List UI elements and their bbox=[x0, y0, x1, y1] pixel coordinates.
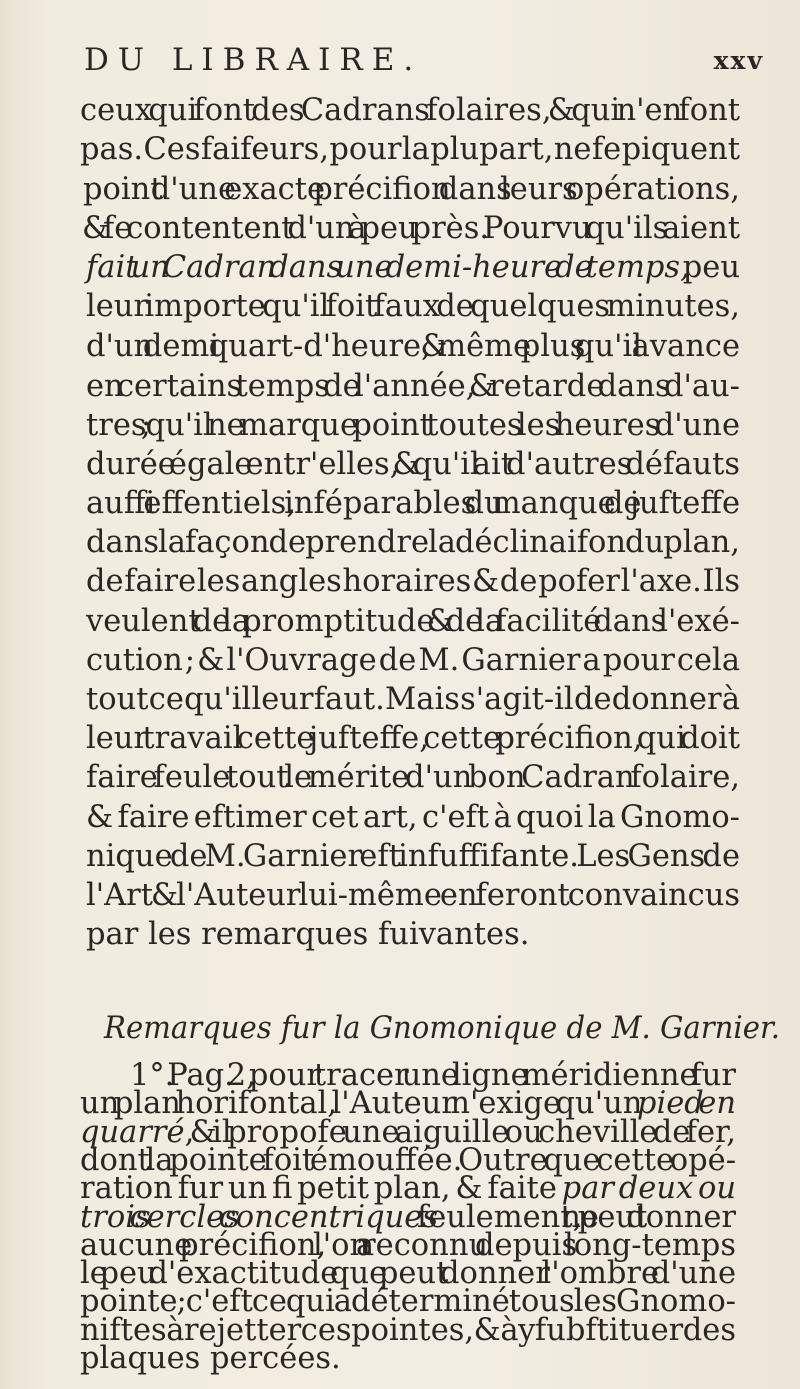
text-line: pointe ; c'eft ce qui a déterminé tous les Gnomo- bbox=[80, 1284, 736, 1320]
text-line: en certains temps de l'année, & retarde dans d'au- bbox=[86, 369, 740, 404]
text-line: tout ce qu'il leur faut. Mais s'agit-il de donner à bbox=[86, 682, 740, 717]
text-line: le peu d'exactitude que peut donner l'ombre d'une bbox=[80, 1256, 736, 1292]
page-number: xxv bbox=[713, 46, 764, 75]
text-line: nique de M. Garnier eft infuffifante. Les Gens de bbox=[86, 839, 740, 874]
text-line: trois cercles concentriques feulement, ne peut donner bbox=[80, 1199, 736, 1235]
text-line: & fe contentent d'un à peu près. Pourvu qu'ils aient bbox=[82, 211, 740, 246]
running-title: DU LIBRAIRE. bbox=[84, 42, 423, 78]
text-line: par les remarques fuivantes. bbox=[86, 917, 530, 952]
text-line: ceux qui font des Cadrans folaires, & qui n'en font bbox=[80, 93, 740, 128]
text-line: d'un demi quart-d'heure, & même plus ; qu'il avance bbox=[86, 329, 740, 364]
text-line: faire feule tout le mérite d'un bon Cadran folaire, bbox=[86, 760, 740, 795]
text-line: durée égale entr'elles, & qu'il ait d'autres défauts bbox=[86, 447, 740, 482]
text-line: quarré, & il propofe une aiguille ou cheville de fer, bbox=[80, 1114, 736, 1150]
text-line: 1°. Pag. 2, pour tracer une ligne méridienne fur bbox=[130, 1058, 736, 1093]
text-line: aucune précifion, l'on a reconnu depuis long-temps bbox=[80, 1227, 736, 1263]
text-line: leur travail cette jufteffe, cette précifion, qui doit bbox=[86, 721, 740, 756]
text-line: veulent de la promptitude & de la facilité dans l'exé- bbox=[86, 604, 740, 639]
text-line: dans la façon de prendre la déclinaifon du plan, bbox=[86, 525, 740, 560]
text-line: cution ; & l'Ouvrage de M. Garnier a pour cela bbox=[86, 643, 740, 678]
text-line: dont la pointe foit émouffée. Outre que cette opé- bbox=[80, 1142, 736, 1178]
text-line: l'Art & l'Auteur lui-même en feront convaincus bbox=[86, 878, 740, 913]
text-line: tres ; qu'il ne marque point toutes les heures d'une bbox=[86, 408, 740, 443]
text-line: plaques percées. bbox=[80, 1341, 341, 1376]
text-line: point d'une exacte précifion dans leurs opérations, bbox=[83, 172, 740, 207]
text-line: auffi effentiels, inféparables du manque de jufteffe bbox=[86, 486, 740, 521]
text-line: & faire eftimer cet art, c'eft à quoi la Gnomo- bbox=[86, 800, 740, 835]
text-line: un plan horifontal, l'Auteur n'exige qu'un pied en bbox=[80, 1086, 737, 1122]
section-heading: Remarques fur la Gnomonique de M. Garnier. bbox=[104, 1010, 780, 1046]
text-line: pas. Ces faifeurs, pour la plupart, ne fe piquent bbox=[80, 132, 740, 167]
text-line: niftes à rejetter ces pointes, & à y fubftituer des bbox=[80, 1312, 736, 1348]
text-line: de faire les angles horaires & de pofer l'axe. Ils bbox=[86, 564, 740, 599]
text-line: leur importe qu'il foit faux de quelques minutes, bbox=[86, 289, 740, 324]
text-line: fait un Cadran dans une demi-heure de temps, peu bbox=[86, 250, 741, 285]
running-head bbox=[84, 42, 764, 86]
text-line: ration fur un fi petit plan, & faite par deux ou bbox=[80, 1171, 736, 1207]
